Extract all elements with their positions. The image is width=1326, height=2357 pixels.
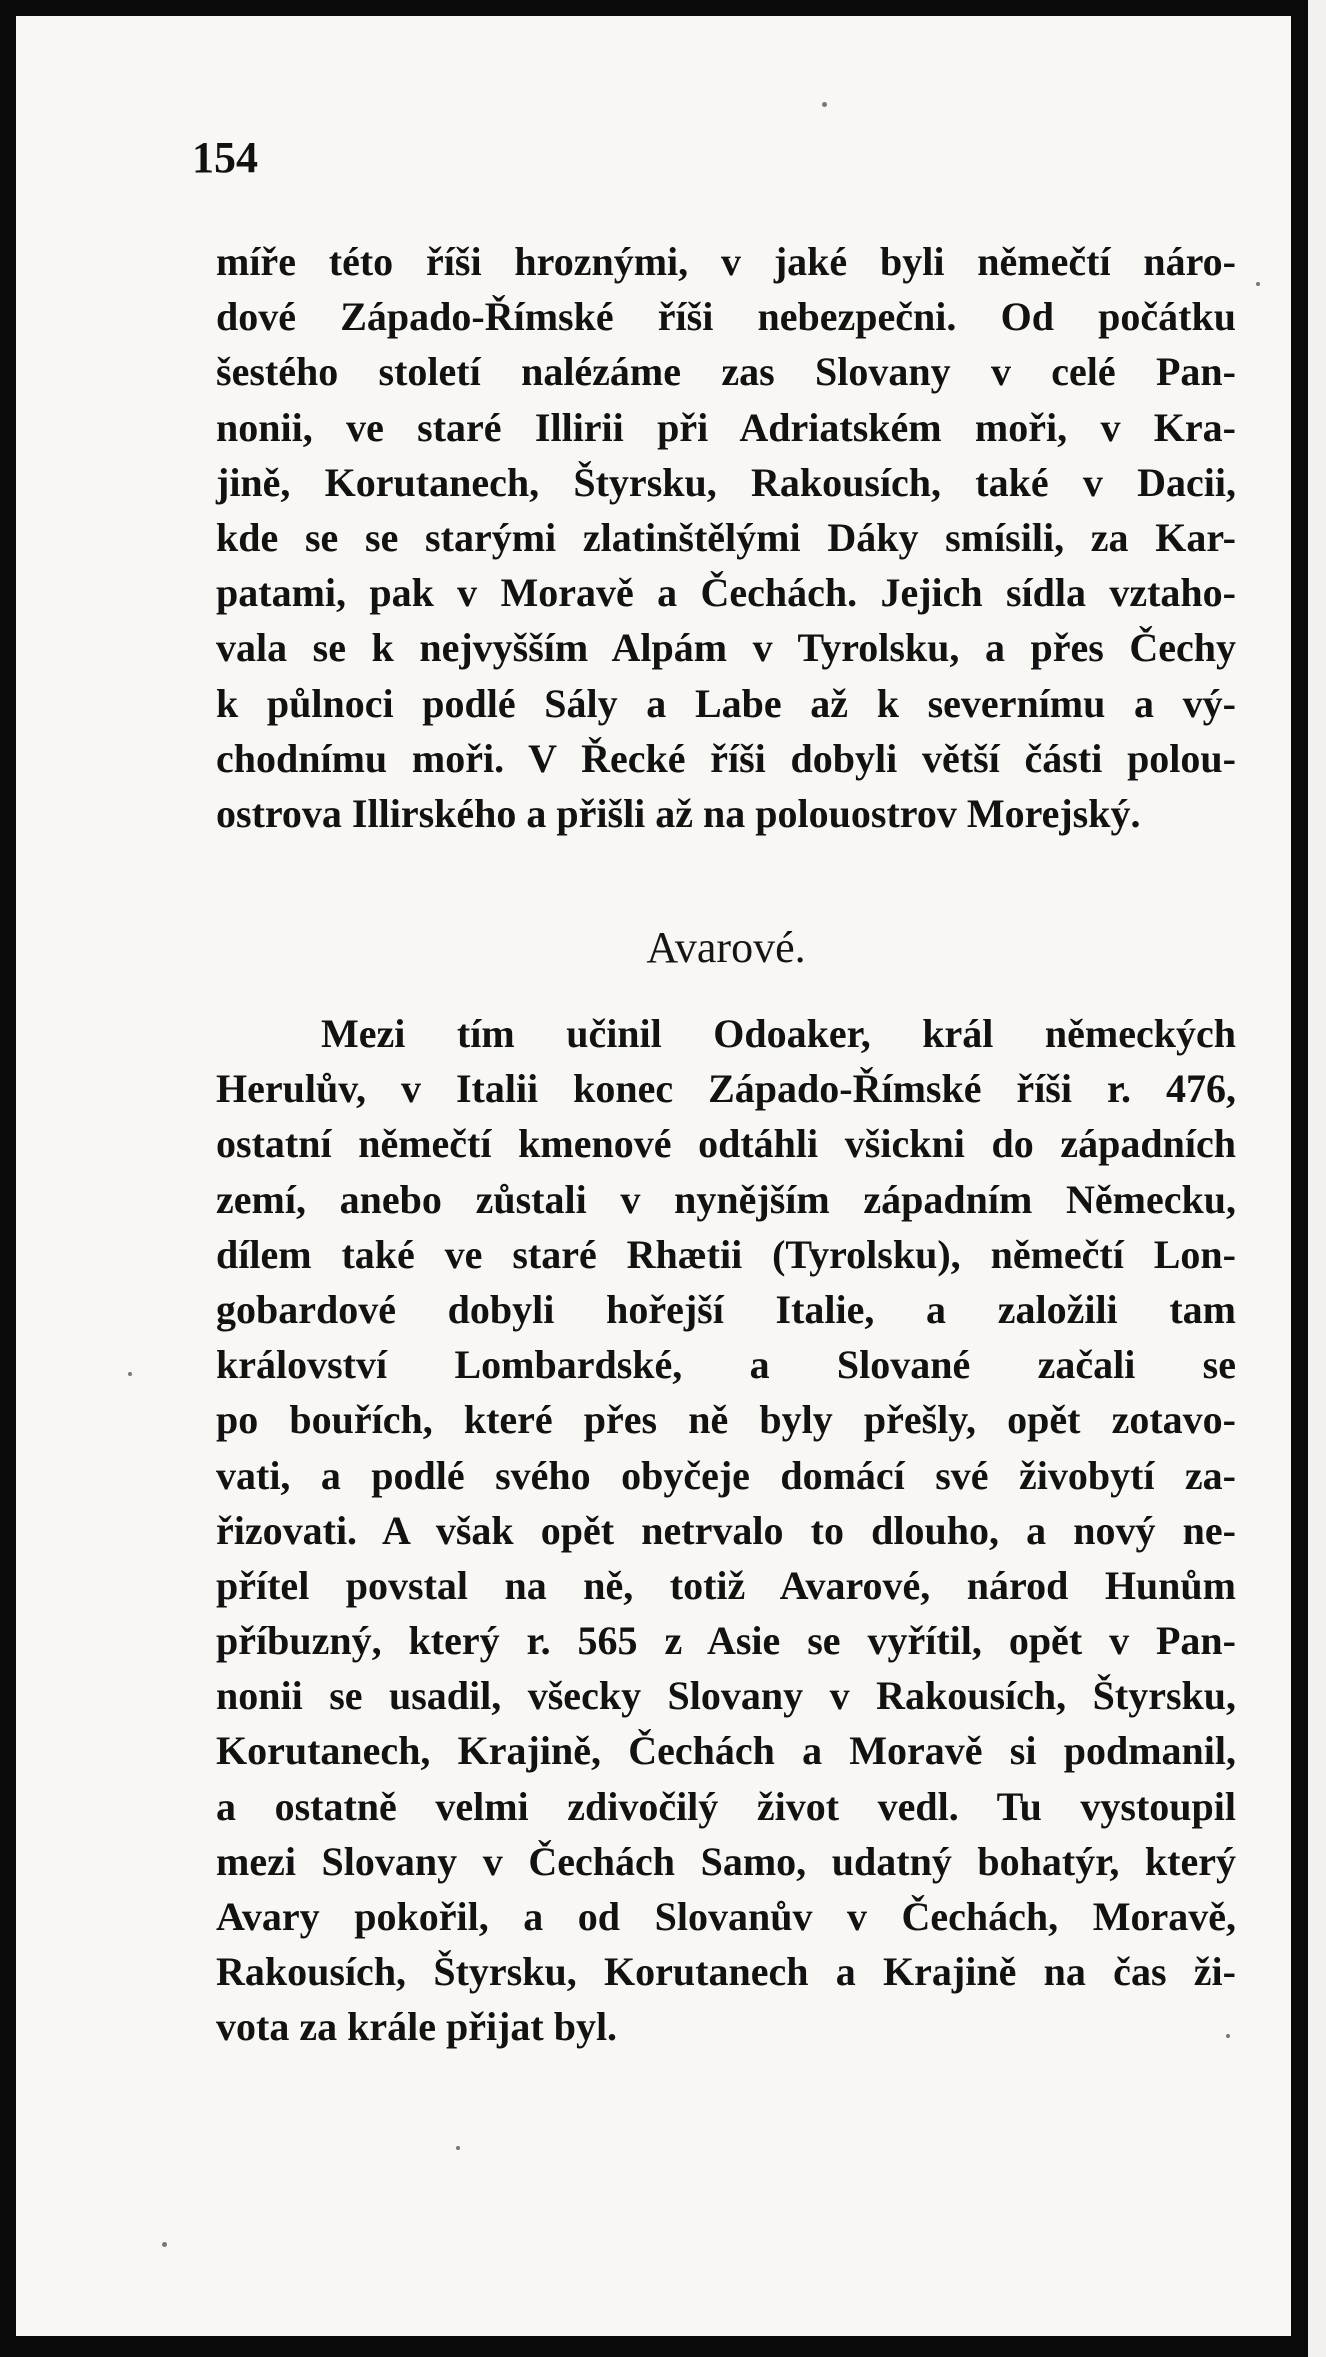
paragraph-1 bbox=[216, 234, 1236, 841]
page-number: 154 bbox=[192, 133, 258, 182]
text-line: přítel povstal na ně, totiž Avarové, národ Hunům bbox=[216, 1562, 1236, 1608]
text-line: Mezi tím učinil Odoaker, král německých bbox=[321, 1011, 1236, 1056]
text-line: zemí, anebo zůstali v nynějším západním Německu, bbox=[216, 1176, 1236, 1222]
text-line: vota za krále přijat byl. bbox=[216, 2004, 618, 2050]
text-line: po bouřích, které přes ně byly přešly, opět zotavo- bbox=[216, 1397, 1236, 1443]
print-speck bbox=[1256, 282, 1260, 286]
text-line: vala se k nejvyšším Alpám v Tyrolsku, a přes Čechy bbox=[216, 625, 1236, 671]
text-line: vati, a podlé svého obyčeje domácí své živobytí za- bbox=[216, 1452, 1236, 1498]
paragraph-2 bbox=[216, 1006, 1236, 2055]
print-speck bbox=[1226, 2034, 1230, 2038]
text-line: Herulův, v Italii konec Západo-Římské říši r. 476, bbox=[216, 1066, 1236, 1112]
text-line: Avary pokořil, a od Slovanův v Čechách, Moravě, bbox=[216, 1894, 1236, 1939]
text-line: chodnímu moři. V Řecké říši dobyli větší části polou- bbox=[216, 735, 1236, 781]
scan-edge bbox=[1308, 0, 1326, 2357]
print-speck bbox=[128, 1372, 132, 1376]
text-line: ostatní němečtí kmenové odtáhli všickni do západních bbox=[216, 1121, 1236, 1167]
text-line: a ostatně velmi zdivočilý život vedl. Tu vystoupil bbox=[216, 1783, 1236, 1829]
text-line: řizovati. A však opět netrvalo to dlouho, a nový ne- bbox=[216, 1507, 1236, 1553]
text-line: šestého století nalézáme zas Slovany v celé Pan- bbox=[216, 349, 1236, 395]
print-speck bbox=[162, 2242, 167, 2247]
text-line: nonii, ve staré Illirii při Adriatském moři, v Kra- bbox=[216, 404, 1236, 450]
section-heading: Avarové. bbox=[646, 923, 806, 972]
text-line: království Lombardské, a Slované začali se bbox=[216, 1342, 1236, 1388]
text-line: gobardové dobyli hořejší Italie, a založili tam bbox=[216, 1286, 1236, 1332]
print-speck bbox=[456, 2146, 460, 2150]
text-line: Rakousích, Štyrsku, Korutanech a Krajině na čas ži- bbox=[216, 1949, 1236, 1995]
text-line: míře této říši hroznými, v jaké byli němečtí náro- bbox=[216, 239, 1236, 284]
text-line: mezi Slovany v Čechách Samo, udatný bohatýr, který bbox=[216, 1838, 1236, 1884]
print-speck bbox=[822, 102, 827, 107]
book-page bbox=[16, 16, 1291, 2336]
text-line: příbuzný, který r. 565 z Asie se vyřítil, opět v Pan- bbox=[216, 1618, 1236, 1664]
text-line: nonii se usadil, všecky Slovany v Rakousích, Štyrsku, bbox=[216, 1673, 1236, 1719]
text-line: ostrova Illirského a přišli až na polouostrov Morejský. bbox=[216, 790, 1141, 836]
text-line: jině, Korutanech, Štyrsku, Rakousích, také v Dacii, bbox=[216, 459, 1236, 505]
text-line: dílem také ve staré Rhætii (Tyrolsku), němečtí Lon- bbox=[216, 1231, 1236, 1277]
text-line: patami, pak v Moravě a Čechách. Jejich sídla vztaho- bbox=[216, 570, 1236, 616]
text-line: k půlnoci podlé Sály a Labe až k severnímu a vý- bbox=[216, 680, 1236, 726]
text-line: dové Západo-Římské říši nebezpečni. Od počátku bbox=[216, 294, 1236, 340]
text-line: Korutanech, Krajině, Čechách a Moravě si podmanil, bbox=[216, 1728, 1236, 1774]
text-line: kde se se starými zlatinštělými Dáky smísili, za Kar- bbox=[216, 514, 1236, 560]
